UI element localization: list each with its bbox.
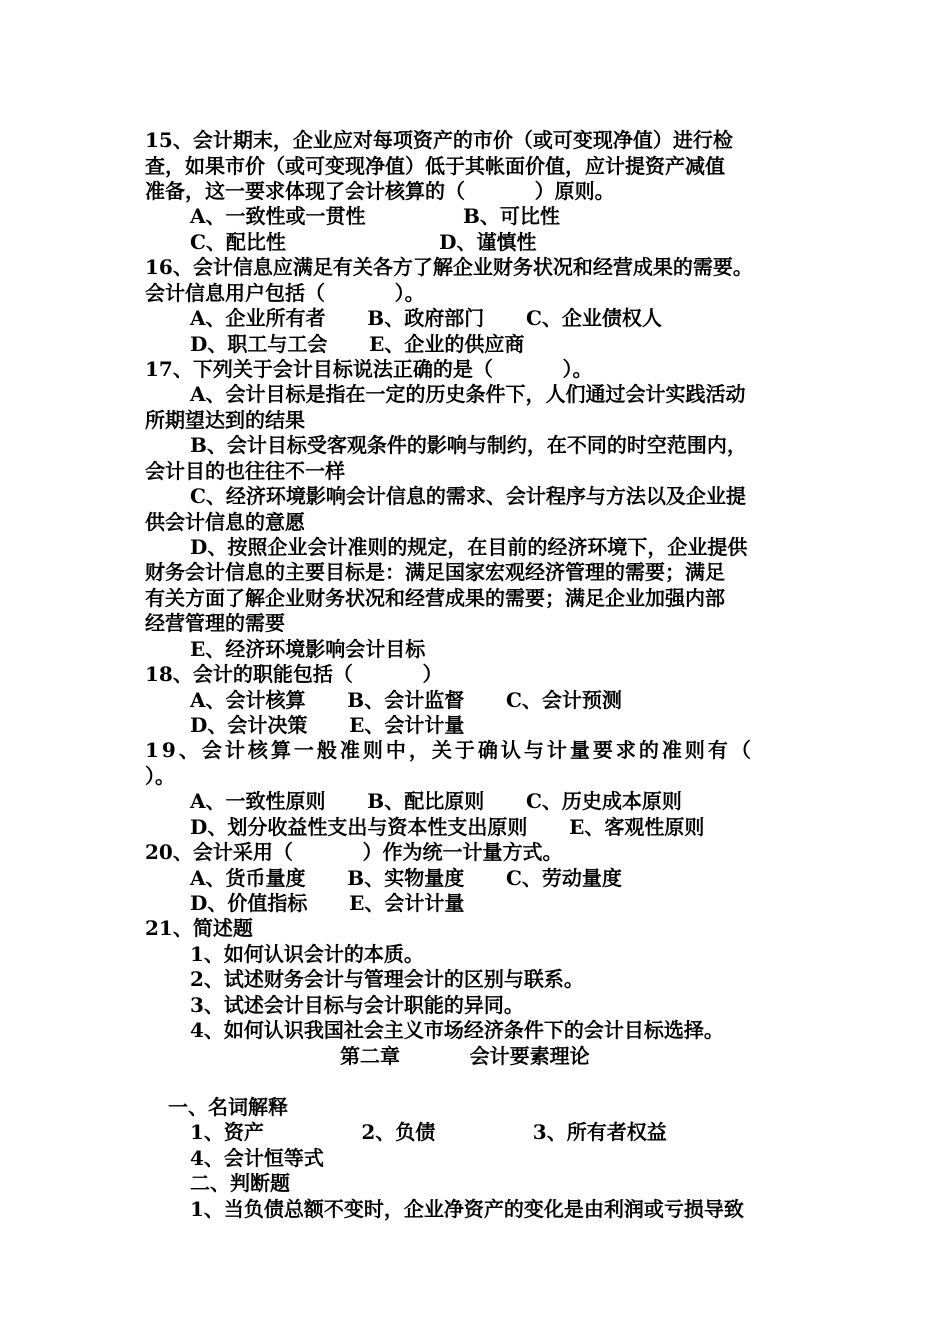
text-line: 4、会计恒等式 [190,1146,324,1170]
option-line: A、一致性原则 B、配比原则 C、历史成本原则 [190,789,682,813]
text-line: 21、简述题 [145,916,253,940]
option-line: D、划分收益性支出与资本性支出原则 E、客观性原则 [190,815,705,839]
section-heading: 二、判断题 [190,1171,290,1195]
section-heading: 一、名词解释 [168,1095,288,1119]
text-line: 2、试述财务会计与管理会计的区别与联系。 [190,967,584,991]
text-line: 17、下列关于会计目标说法正确的是（ ）。 [145,357,593,381]
text-line: ）。 [145,764,175,788]
text-line: 1、如何认识会计的本质。 [190,942,424,966]
text-line: 1、资产 2、负债 3、所有者权益 [190,1120,667,1144]
text-line: 经营管理的需要 [145,611,285,635]
text-line: 供会计信息的意愿 [145,510,305,534]
text-line: B、会计目标受客观条件的影响与制约，在不同的时空范围内， [190,433,747,457]
text-line: 会计目的也往往不一样 [145,459,345,483]
text-line: 1、当负债总额不变时，企业净资产的变化是由利润或亏损导致 [190,1197,744,1221]
option-line: D、会计决策 E、会计计量 [190,713,465,737]
option-line: D、职工与工会 E、企业的供应商 [190,332,525,356]
option-line: A、会计核算 B、会计监督 C、会计预测 [190,688,622,712]
option-line: C、配比性 D、谨慎性 [190,230,537,254]
text-line: 3、试述会计目标与会计职能的异同。 [190,993,524,1017]
text-line: D、按照企业会计准则的规定，在目前的经济环境下，企业提供 [190,535,748,559]
text-line: 16、会计信息应满足有关各方了解企业财务状况和经营成果的需要。 [145,255,753,279]
text-line: C、经济环境影响会计信息的需求、会计程序与方法以及企业提 [190,484,746,508]
text-line: 准备，这一要求体现了会计核算的（ ）原则。 [145,179,615,203]
text-line: A、会计目标是指在一定的历史条件下，人们通过会计实践活动 [190,382,746,406]
option-line: A、一致性或一贯性 B、可比性 [190,204,560,228]
text-line: 15、会计期末，企业应对每项资产的市价（或可变现净值）进行检 [145,128,733,152]
text-line: 20、会计采用（ ）作为统一计量方式。 [145,840,563,864]
text-line: E、经济环境影响会计目标 [190,637,426,661]
text-line: 18、会计的职能包括（ ） [145,662,443,686]
option-line: A、企业所有者 B、政府部门 C、企业债权人 [190,306,662,330]
text-line: 查，如果市价（或可变现净值）低于其帐面价值，应计提资产减值 [145,154,725,178]
chapter-heading: 第二章 会计要素理论 [340,1044,590,1068]
text-line: 财务会计信息的主要目标是：满足国家宏观经济管理的需要；满足 [145,560,725,584]
text-line: 19、会计核算一般准则中，关于确认与计量要求的准则有（ [145,738,754,762]
option-line: A、货币量度 B、实物量度 C、劳动量度 [190,866,622,890]
text-line: 会计信息用户包括（ ）。 [145,281,425,305]
text-line: 有关方面了解企业财务状况和经营成果的需要；满足企业加强内部 [145,586,725,610]
text-line: 4、如何认识我国社会主义市场经济条件下的会计目标选择。 [190,1018,724,1042]
text-line: 所期望达到的结果 [145,408,305,432]
option-line: D、价值指标 E、会计计量 [190,891,465,915]
